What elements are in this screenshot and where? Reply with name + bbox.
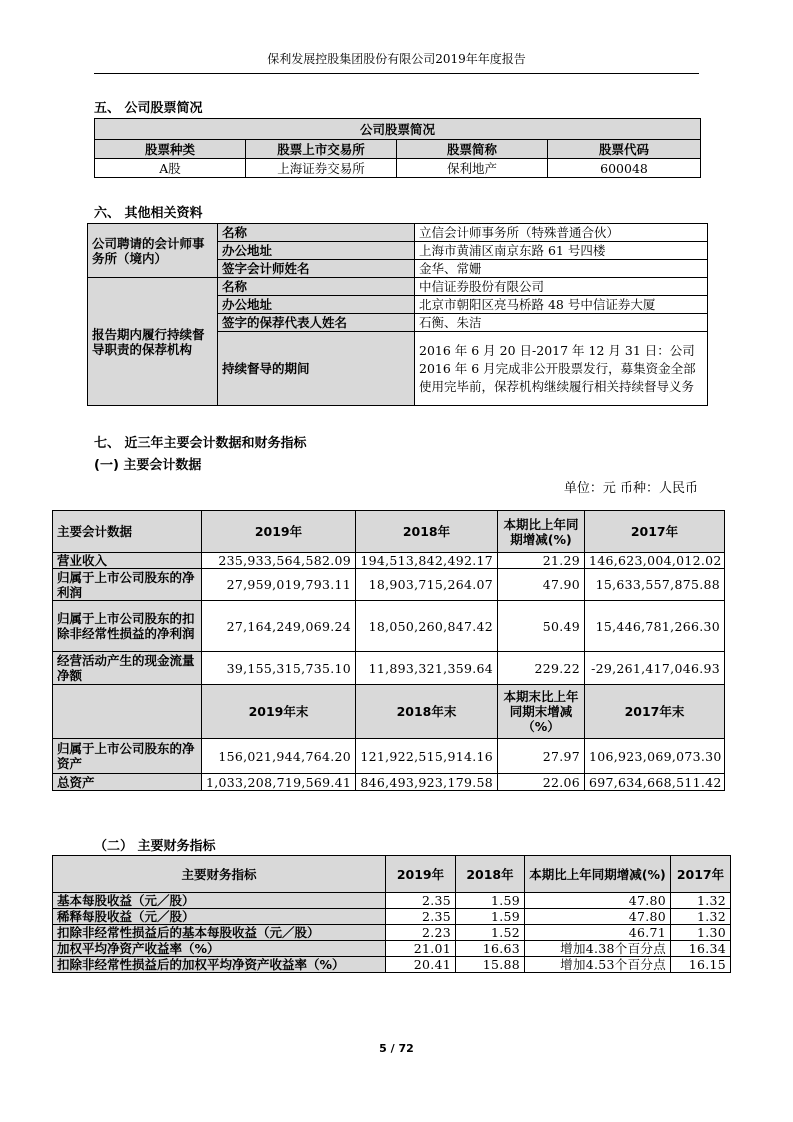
other-info-table (87, 223, 708, 406)
table-cell: 47.80 (525, 909, 671, 925)
table-cell: -29,261,417,046.93 (585, 652, 725, 685)
row-label: 经营活动产生的现金流量净额 (53, 652, 202, 685)
table-cell: 16.15 (671, 957, 731, 973)
row-label: 营业收入 (53, 553, 202, 569)
table-cell: 46.71 (525, 925, 671, 941)
col-head: 2017年末 (585, 685, 725, 739)
table-cell: 27,164,249,069.24 (202, 601, 356, 652)
row-value: 2016 年 6 月 20 日-2017 年 12 月 31 日：公司 2016 年 6 月完成非公开股票发行，募集资金全部使用完毕前，保荐机构继续履行相关持续督导义务 (415, 332, 708, 406)
stock-table-title: 公司股票简况 (95, 119, 701, 140)
table-cell: 121,922,515,914.16 (356, 739, 498, 774)
row-value: 金华、常姗 (415, 260, 708, 278)
col-head: 2018年 (456, 856, 525, 893)
table-cell: 15,446,781,266.30 (585, 601, 725, 652)
table-cell: 21.01 (386, 941, 456, 957)
table-cell: 保利地产 (397, 159, 548, 178)
row-label: 稀释每股收益（元／股） (53, 909, 386, 925)
table-cell: 194,513,842,492.17 (356, 553, 498, 569)
table-cell: 106,923,069,073.30 (585, 739, 725, 774)
row-value: 立信会计师事务所（特殊普通合伙） (415, 224, 708, 242)
table-cell: 15.88 (456, 957, 525, 973)
row-key: 签字会计师姓名 (218, 260, 415, 278)
col-head: 2018年末 (356, 685, 498, 739)
table-cell: 上海证券交易所 (246, 159, 397, 178)
table-cell: 1.52 (456, 925, 525, 941)
table-cell: 15,633,557,875.88 (585, 569, 725, 601)
col-head: 本期比上年同期增减(%) (498, 511, 585, 553)
row-label: 基本每股收益（元／股） (53, 893, 386, 909)
page-number: 5 / 72 (379, 1042, 414, 1055)
table-cell: 50.49 (498, 601, 585, 652)
col-head: 2019年末 (202, 685, 356, 739)
table-cell: 47.80 (525, 893, 671, 909)
table-cell: 18,050,260,847.42 (356, 601, 498, 652)
table-cell: 增加4.38个百分点 (525, 941, 671, 957)
row-key: 签字的保荐代表人姓名 (218, 314, 415, 332)
table-cell: 156,021,944,764.20 (202, 739, 356, 774)
section-6-heading: 六、 其他相关资料 (94, 206, 203, 221)
table-cell: 1.30 (671, 925, 731, 941)
financial-indicators-table (52, 855, 731, 973)
row-label: 归属于上市公司股东的净资产 (53, 739, 202, 774)
table-cell: 697,634,668,511.42 (585, 774, 725, 791)
col-head: 本期末比上年同期末增减（%） (498, 685, 585, 739)
col-head: 2019年 (202, 511, 356, 553)
table-cell: 27,959,019,793.11 (202, 569, 356, 601)
table-cell: 146,623,004,012.02 (585, 553, 725, 569)
stock-table (94, 118, 701, 178)
section-7-heading: 七、 近三年主要会计数据和财务指标 (94, 436, 307, 451)
table-cell: 229.22 (498, 652, 585, 685)
col-head: 2019年 (386, 856, 456, 893)
col-head: 主要会计数据 (53, 511, 202, 553)
table-cell: 47.90 (498, 569, 585, 601)
col-head: 股票代码 (548, 140, 701, 159)
table-cell: 600048 (548, 159, 701, 178)
table-cell: 27.97 (498, 739, 585, 774)
page-header: 保利发展控股集团股份有限公司2019年年度报告 (94, 50, 699, 74)
table-cell: 16.34 (671, 941, 731, 957)
table-cell: 增加4.53个百分点 (525, 957, 671, 973)
row-value: 中信证券股份有限公司 (415, 278, 708, 296)
table-cell: 2.35 (386, 909, 456, 925)
table-cell: A股 (95, 159, 246, 178)
table-cell: 22.06 (498, 774, 585, 791)
table-cell: 1.32 (671, 909, 731, 925)
table-cell: 1.32 (671, 893, 731, 909)
col-head: 股票简称 (397, 140, 548, 159)
col-head: 股票上市交易所 (246, 140, 397, 159)
row-label: 总资产 (53, 774, 202, 791)
row-label: 扣除非经常性损益后的加权平均净资产收益率（%） (53, 957, 386, 973)
auditor-label: 公司聘请的会计师事务所（境内） (88, 224, 218, 278)
table-cell: 21.29 (498, 553, 585, 569)
section-5-heading: 五、 公司股票简况 (94, 101, 203, 116)
row-key: 名称 (218, 224, 415, 242)
col-head: 2018年 (356, 511, 498, 553)
table-cell: 39,155,315,735.10 (202, 652, 356, 685)
table-cell: 235,933,564,582.09 (202, 553, 356, 569)
row-key: 办公地址 (218, 296, 415, 314)
table-cell: 1.59 (456, 893, 525, 909)
unit-note: 单位：元 币种：人民币 (563, 481, 698, 496)
row-label: 扣除非经常性损益后的基本每股收益（元／股） (53, 925, 386, 941)
row-value: 北京市朝阳区亮马桥路 48 号中信证券大厦 (415, 296, 708, 314)
table-cell: 1.59 (456, 909, 525, 925)
table-cell: 16.63 (456, 941, 525, 957)
row-key: 名称 (218, 278, 415, 296)
row-label: 加权平均净资产收益率（%） (53, 941, 386, 957)
col-head: 2017年 (671, 856, 731, 893)
accounting-data-table (52, 510, 725, 791)
sponsor-label: 报告期内履行持续督导职责的保荐机构 (88, 278, 218, 406)
col-head: 本期比上年同期增减(%) (525, 856, 671, 893)
table-cell: 11,893,321,359.64 (356, 652, 498, 685)
col-head: 股票种类 (95, 140, 246, 159)
table-cell: 2.35 (386, 893, 456, 909)
row-value: 上海市黄浦区南京东路 61 号四楼 (415, 242, 708, 260)
subsection-2-heading: （二） 主要财务指标 (94, 839, 216, 854)
col-head: 2017年 (585, 511, 725, 553)
col-head: 主要财务指标 (53, 856, 386, 893)
table-cell: 18,903,715,264.07 (356, 569, 498, 601)
table-cell: 2.23 (386, 925, 456, 941)
col-head (53, 685, 202, 739)
row-value: 石衡、朱洁 (415, 314, 708, 332)
table-cell: 20.41 (386, 957, 456, 973)
subsection-1-heading: (一) 主要会计数据 (94, 458, 202, 473)
row-key: 持续督导的期间 (218, 332, 415, 406)
row-label: 归属于上市公司股东的扣除非经常性损益的净利润 (53, 601, 202, 652)
table-cell: 1,033,208,719,569.41 (202, 774, 356, 791)
table-cell: 846,493,923,179.58 (356, 774, 498, 791)
row-label: 归属于上市公司股东的净利润 (53, 569, 202, 601)
row-key: 办公地址 (218, 242, 415, 260)
